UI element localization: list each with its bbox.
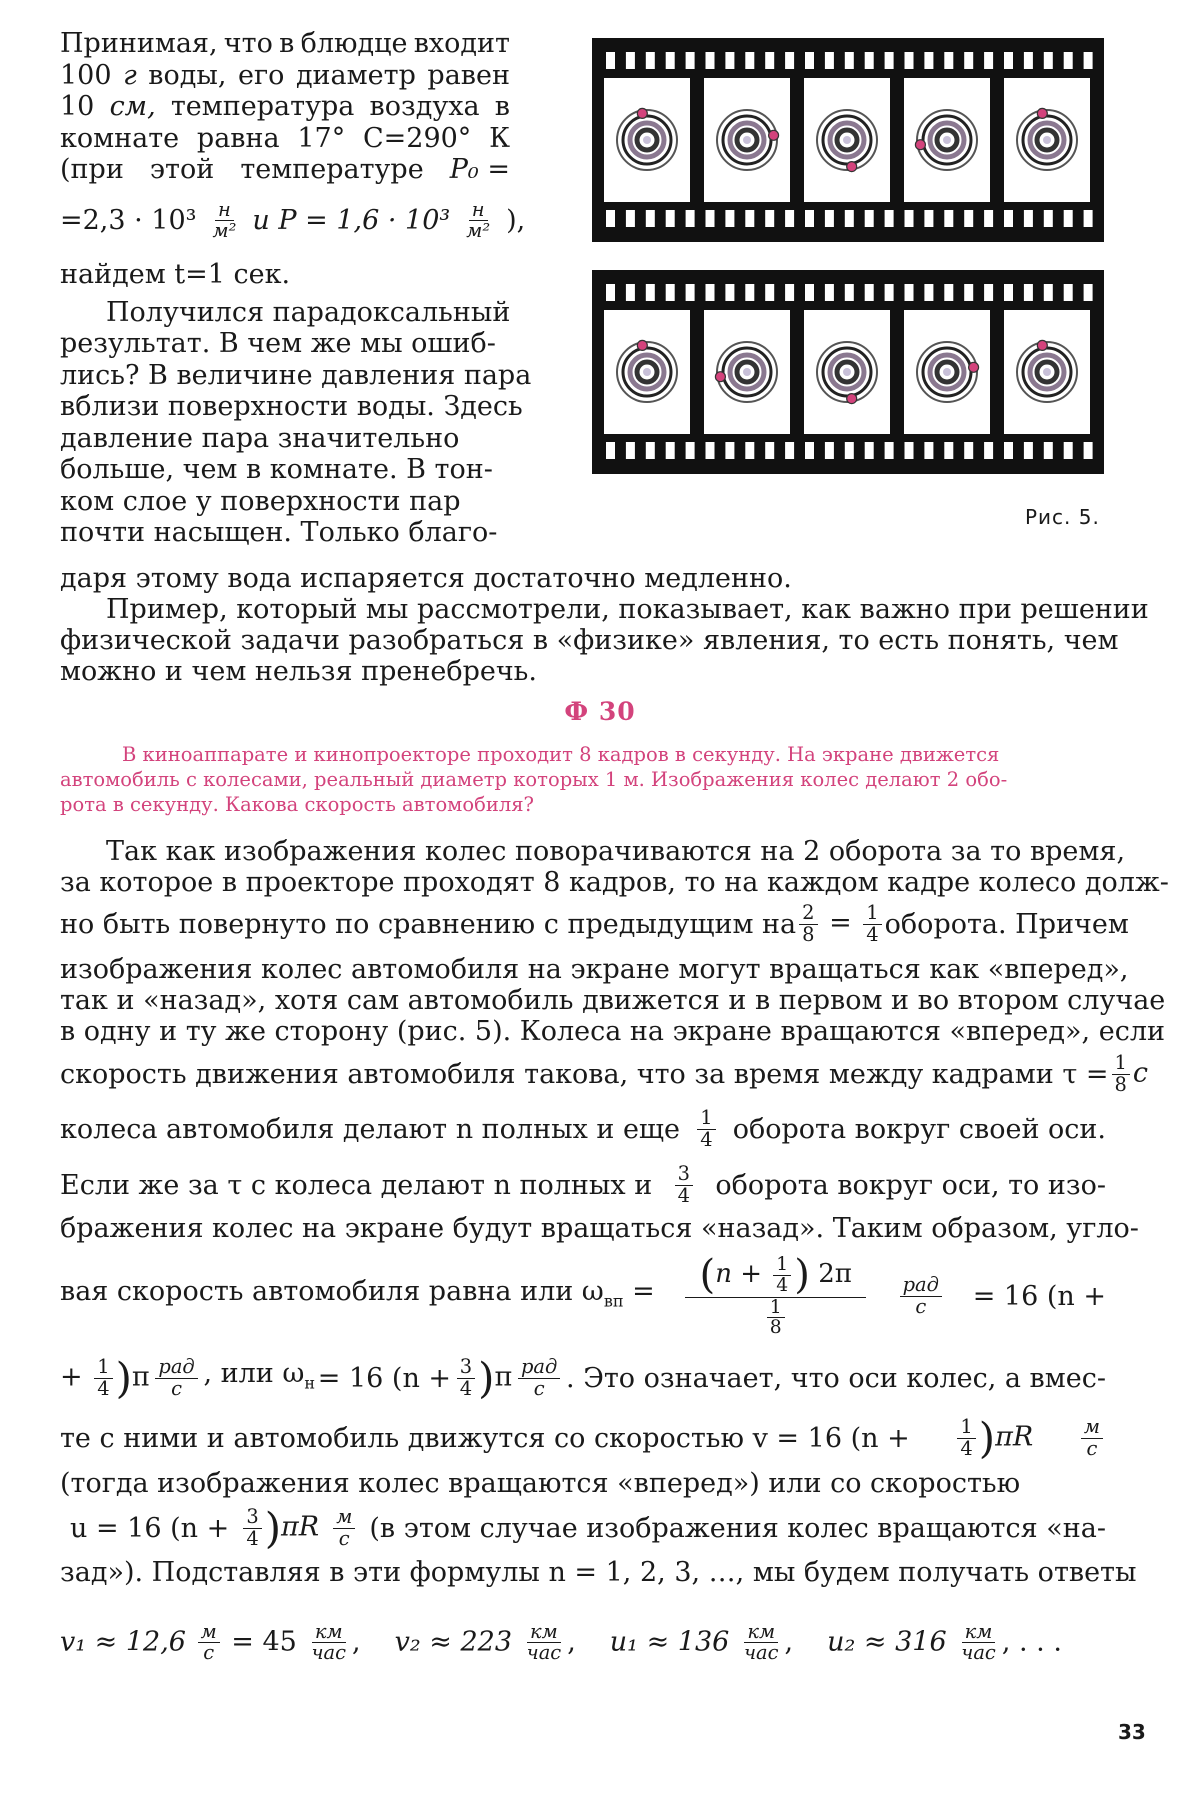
- text-line: изображения колес автомобиля на экране могут вращаться как «вперед»,: [60, 954, 1129, 985]
- problem-heading: Ф 30: [564, 697, 636, 726]
- text-line: колеса автомобиля делают n полных и еще $\frac{1}{4}$ оборота вокруг своей оси.: [60, 1106, 1106, 1151]
- film-perforation: [646, 442, 655, 459]
- film-perforation: [1084, 52, 1093, 69]
- film-perforation: [944, 52, 953, 69]
- film-perforation: [924, 52, 933, 69]
- film-perforation: [984, 284, 993, 301]
- wheel-hub: [943, 136, 951, 144]
- film-perforation: [1064, 210, 1073, 227]
- wheel-marker: [1037, 340, 1047, 350]
- wheel-hub: [643, 368, 651, 376]
- film-perforation: [944, 442, 953, 459]
- film-perforation: [944, 284, 953, 301]
- film-frame: [904, 310, 990, 434]
- film-frame: [604, 78, 690, 202]
- film-frame: [704, 310, 790, 434]
- film-perforation: [686, 52, 695, 69]
- film-perforation: [666, 210, 675, 227]
- film-perforation: [606, 284, 615, 301]
- answer-u2: u₂ ≈ 316 $\frac{км}{\text{час}}$ , . . .: [827, 1620, 1062, 1665]
- text-line: Получился парадоксальный: [106, 296, 511, 328]
- film-perforation: [626, 210, 635, 227]
- film-frame: [1004, 310, 1090, 434]
- text-line: можно и чем нельзя пренебречь.: [60, 656, 537, 687]
- text-line: (тогда изображения колес вращаются «вперед») или со скоростью: [60, 1468, 1021, 1499]
- film-perforation: [1044, 52, 1053, 69]
- film-perforation: [865, 284, 874, 301]
- text-line: зад»). Подставляя в эти формулы n = 1, 2, 3, …, мы будем получать ответы: [60, 1557, 1137, 1588]
- film-perforation: [606, 442, 615, 459]
- text-line: больше, чем в комнате. В тон-: [60, 454, 493, 486]
- answers-line: [60, 1622, 1106, 1664]
- film-perforation: [706, 442, 715, 459]
- wheel-marker: [715, 372, 725, 382]
- wheel-hub: [643, 136, 651, 144]
- film-strip-top: [592, 38, 1104, 242]
- film-perforation: [825, 52, 834, 69]
- film-perforation: [1084, 210, 1093, 227]
- text-line: 100 г воды, его диаметр равен: [60, 59, 510, 91]
- film-perforation: [865, 442, 874, 459]
- film-perforation: [745, 284, 754, 301]
- answer-v2: v₂ ≈ 223 $\frac{км}{\text{час}}$ ,: [394, 1620, 576, 1665]
- film-perforation: [1044, 442, 1053, 459]
- film-perforation: [1024, 210, 1033, 227]
- film-perforation: [765, 210, 774, 227]
- wheel-hub: [743, 136, 751, 144]
- film-perforation: [1004, 284, 1013, 301]
- unit-fraction: $\frac{н}{\text{м²}}$: [466, 197, 491, 242]
- wheel-hub: [1043, 368, 1051, 376]
- film-perforation: [646, 284, 655, 301]
- film-perforation: [924, 284, 933, 301]
- film-frame: [804, 310, 890, 434]
- unit-fraction: $\frac{н}{\text{м²}}$: [212, 197, 237, 242]
- text-line: но быть повернуто по сравнению с предыдущим на $\frac{2}{8}$ = $\frac{1}{4}$ оборота. Причем: [60, 901, 1129, 946]
- wheel-hub: [843, 136, 851, 144]
- film-perforation: [924, 442, 933, 459]
- text-line: (при этой температуре P₀ =: [60, 154, 510, 185]
- film-perforation: [805, 284, 814, 301]
- film-perforation: [905, 210, 914, 227]
- text-line: Так как изображения колес поворачиваются на 2 оборота за то время,: [106, 836, 1126, 867]
- text-line: Принимая, что в блюдце входит: [60, 28, 510, 59]
- film-perforation: [745, 442, 754, 459]
- figure-caption: Рис. 5.: [1025, 505, 1100, 529]
- film-perforation: [1044, 284, 1053, 301]
- film-perforation: [666, 52, 675, 69]
- text-line: комнате равна 17° С=290° К: [60, 122, 510, 154]
- film-perforation: [1064, 442, 1073, 459]
- film-perforation: [845, 284, 854, 301]
- film-perforation: [1084, 442, 1093, 459]
- film-perforation: [725, 210, 734, 227]
- text-line: рота в секунду. Какова скорость автомобиля?: [60, 793, 534, 816]
- paragraph: [60, 563, 1149, 687]
- left-column: [60, 28, 532, 549]
- text-line: даря этому вода испаряется достаточно медленно.: [60, 563, 792, 594]
- wheel-marker: [769, 130, 779, 140]
- text-line: вблизи поверхности воды. Здесь: [60, 391, 523, 423]
- film-perforation: [905, 52, 914, 69]
- film-perforation: [765, 284, 774, 301]
- film-perforation: [725, 284, 734, 301]
- film-perforation: [825, 442, 834, 459]
- film-perforation: [984, 52, 993, 69]
- film-perforation: [785, 442, 794, 459]
- answer-v1: v₁ ≈ 12,6 $\frac{м}{с}$ = 45 $\frac{км}{\text{час}}$ ,: [60, 1620, 361, 1665]
- text-line: Пример, который мы рассмотрели, показывает, как важно при решении: [106, 594, 1149, 625]
- film-perforation: [706, 210, 715, 227]
- text-line: физической задачи разобраться в «физике» явления, то есть понять, чем: [60, 625, 1119, 656]
- wheel-marker: [847, 162, 857, 172]
- film-perforation: [905, 442, 914, 459]
- wheel-marker: [637, 340, 647, 350]
- film-perforation: [845, 52, 854, 69]
- wheel-marker: [1037, 108, 1047, 118]
- film-perforation: [646, 52, 655, 69]
- text-line: 10 см, температура воздуха в: [60, 91, 510, 122]
- wheel-marker: [637, 108, 647, 118]
- film-perforation: [745, 210, 754, 227]
- pressure-formula: =2,3 · 10³ $\frac{н}{\text{м²}}$ и P = 1,6 · 10³ $\frac{н}{\text{м²}}$ ),: [60, 197, 526, 242]
- text-line: автомобиль с колесами, реальный диаметр которых 1 м. Изображения колес делают 2 обо-: [60, 768, 1008, 791]
- text-line: ком слое у поверхности пар: [60, 485, 461, 517]
- film-frame: [604, 310, 690, 434]
- film-perforation: [885, 210, 894, 227]
- film-perforation: [1024, 52, 1033, 69]
- wheel-hub: [843, 368, 851, 376]
- film-perforation: [1024, 284, 1033, 301]
- wheel-marker: [915, 140, 925, 150]
- paragraph: [60, 296, 532, 549]
- film-perforation: [606, 52, 615, 69]
- film-perforation: [725, 52, 734, 69]
- film-perforation: [646, 210, 655, 227]
- film-frame: [904, 78, 990, 202]
- film-perforation: [964, 52, 973, 69]
- text-line: в одну и ту же сторону (рис. 5). Колеса на экране вращаются «вперед», если: [60, 1016, 1165, 1047]
- formula-line: u = 16 (n + $\frac{3}{4}$ )πR $\frac{м}{с}$ (в этом случае изображения колес вращаются «на-: [70, 1503, 1106, 1553]
- page-number: 33: [1118, 1720, 1146, 1744]
- text-line: так и «назад», хотя сам автомобиль движется и в первом и во втором случае: [60, 985, 1166, 1016]
- film-perforation: [745, 52, 754, 69]
- film-perforation: [825, 210, 834, 227]
- film-perforation: [666, 284, 675, 301]
- film-perforation: [706, 284, 715, 301]
- film-strip-bottom: [592, 270, 1104, 474]
- film-perforation: [706, 52, 715, 69]
- film-perforation: [1044, 210, 1053, 227]
- film-perforation: [865, 52, 874, 69]
- film-perforation: [805, 210, 814, 227]
- wheel-marker: [847, 394, 857, 404]
- wheel-marker: [969, 362, 979, 372]
- text-line: В киноаппарате и кинопроекторе проходит 8 кадров в секунду. На экране движется: [122, 743, 1000, 766]
- film-perforation: [626, 52, 635, 69]
- film-perforation: [1084, 284, 1093, 301]
- film-perforation: [1064, 52, 1073, 69]
- formula-line: те с ними и автомобиль движутся со скоростью v = 16 (n + $\frac{1}{4}$ )πR $\frac{м}{с}$: [60, 1408, 1106, 1468]
- film-perforation: [845, 442, 854, 459]
- text-line: почти насыщен. Только благо-: [60, 517, 498, 549]
- film-perforation: [984, 210, 993, 227]
- film-perforation: [606, 210, 615, 227]
- film-frame: [704, 78, 790, 202]
- film-perforation: [1024, 442, 1033, 459]
- film-perforation: [825, 284, 834, 301]
- film-perforation: [725, 442, 734, 459]
- solution: [60, 836, 1169, 1665]
- film-perforation: [1004, 210, 1013, 227]
- omega-fraction: (n + $\frac{1}{4}$ ) 2π $\frac{1}{8}$: [685, 1254, 865, 1338]
- film-perforation: [905, 284, 914, 301]
- wheel-hub: [1043, 136, 1051, 144]
- wheel-hub: [943, 368, 951, 376]
- film-perforation: [1004, 442, 1013, 459]
- film-perforation: [885, 52, 894, 69]
- film-perforation: [964, 210, 973, 227]
- problem-statement: [60, 742, 1106, 817]
- film-perforation: [865, 210, 874, 227]
- text-line: бражения колес на экране будут вращаться «назад». Таким образом, угло-: [60, 1213, 1139, 1244]
- film-perforation: [686, 284, 695, 301]
- text-line: за которое в проекторе проходят 8 кадров, то на каждом кадре колесо долж-: [60, 867, 1169, 898]
- film-perforation: [626, 284, 635, 301]
- text-line: скорость движения автомобиля такова, что за время между кадрами τ = $\frac{1}{8}$ с: [60, 1051, 1148, 1096]
- film-perforation: [785, 284, 794, 301]
- film-perforation: [944, 210, 953, 227]
- film-perforation: [686, 210, 695, 227]
- text-line: лись? В величине давления пара: [60, 359, 532, 391]
- text-line: Если же за τ с колеса делают n полных и $\frac{3}{4}$ оборота вокруг оси, то изо-: [60, 1162, 1106, 1207]
- film-perforation: [845, 210, 854, 227]
- text-line: результат. В чем же мы ошиб-: [60, 328, 496, 360]
- film-perforation: [805, 52, 814, 69]
- film-perforation: [686, 442, 695, 459]
- film-perforation: [924, 210, 933, 227]
- text-line: давление пара значительно: [60, 422, 460, 454]
- film-perforation: [1004, 52, 1013, 69]
- film-perforation: [1064, 284, 1073, 301]
- wheel-hub: [743, 368, 751, 376]
- film-perforation: [626, 442, 635, 459]
- answer-u1: u₁ ≈ 136 $\frac{км}{\text{час}}$ ,: [609, 1620, 794, 1665]
- film-perforation: [765, 52, 774, 69]
- film-perforation: [765, 442, 774, 459]
- film-perforation: [885, 442, 894, 459]
- formula-line: + $\frac{1}{4}$ )π $\frac{\text{рад}}{с}$ , или $\omega_н$ = 16 (n + $\frac{3}{4}$ )π $\frac{\text{рад}}{с}$ . Это означает, что оси колес, а вмес-: [60, 1353, 1106, 1403]
- film-frame: [1004, 78, 1090, 202]
- formula-line: вая скорость автомобиля равна или $\omega_{вп}$ = (n + $\frac{1}{4}$ ) 2π $\frac{1}{8}$ $\frac{\text{рад}}{с}$ = 16 (n +: [60, 1251, 1106, 1339]
- text-line: найдем t=1 сек.: [60, 259, 291, 291]
- film-perforation: [885, 284, 894, 301]
- film-perforation: [964, 284, 973, 301]
- film-perforation: [805, 442, 814, 459]
- film-perforation: [666, 442, 675, 459]
- film-perforation: [785, 210, 794, 227]
- film-frame: [804, 78, 890, 202]
- film-perforation: [964, 442, 973, 459]
- film-perforation: [984, 442, 993, 459]
- film-perforation: [785, 52, 794, 69]
